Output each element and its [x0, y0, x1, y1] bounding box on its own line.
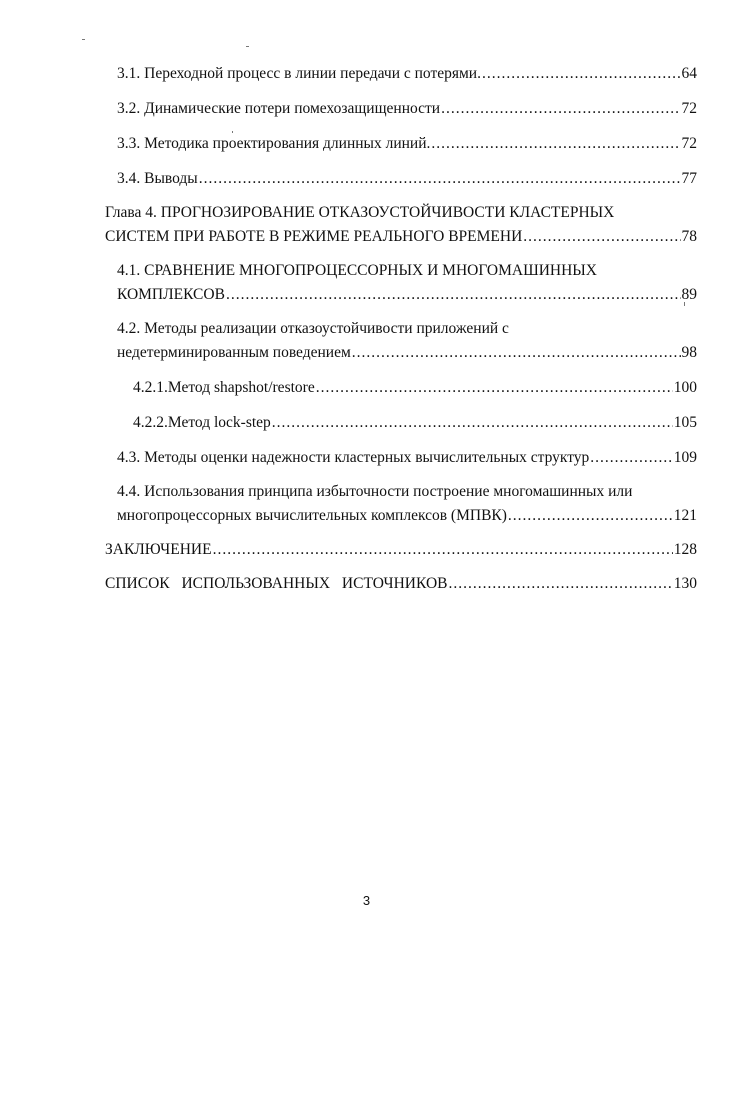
toc-entry[interactable]	[105, 446, 697, 470]
toc-leader-dots	[508, 504, 673, 528]
toc-entry-title: 4.2.1.Метод shapshot/restore	[133, 379, 315, 396]
toc-page-number: 121	[673, 507, 697, 524]
toc-leader-dots	[482, 62, 681, 86]
toc-page-number: 128	[673, 541, 697, 558]
toc-entry-title: 3.1. Переходной процесс в линии передачи с потерями.	[117, 65, 481, 82]
toc-entry[interactable]	[105, 480, 697, 528]
toc-page-number: 100	[673, 379, 697, 396]
toc-page-number: 89	[681, 286, 697, 303]
toc-page-number: 72	[681, 100, 697, 117]
toc-entry[interactable]	[105, 62, 697, 86]
toc-entry-title: недетерминированным поведением	[117, 344, 351, 361]
toc-entry[interactable]	[105, 167, 697, 191]
toc-entry-title-line: 4.1. СРАВНЕНИЕ МНОГОПРОЦЕССОРНЫХ И МНОГОМАШИННЫХ	[117, 262, 598, 279]
toc-entry[interactable]	[105, 411, 697, 435]
scan-speck	[82, 39, 85, 40]
toc-entry[interactable]	[105, 97, 697, 121]
toc-page-number: 78	[681, 228, 697, 245]
toc-entry-title-line: 4.2. Методы реализации отказоустойчивости приложений с	[117, 320, 509, 337]
scan-speck	[246, 46, 249, 47]
toc-entry-title: 3.2. Динамические потери помехозащищенности	[117, 100, 441, 117]
toc-page-number: 98	[681, 344, 697, 361]
toc-leader-dots	[316, 376, 673, 400]
toc-leader-dots	[590, 446, 672, 470]
toc-entry[interactable]	[105, 132, 697, 156]
toc-page-number: 105	[673, 414, 697, 431]
toc-leader-dots	[199, 167, 681, 191]
toc-entry-title: 3.4. Выводы	[117, 170, 198, 187]
toc-entry[interactable]	[105, 317, 697, 365]
toc-leader-dots	[523, 225, 680, 249]
toc-entry-title: 3.3. Методика проектирования длинных линий.	[117, 135, 431, 152]
toc-leader-dots	[448, 572, 672, 596]
toc-page-number: 130	[673, 575, 697, 592]
toc-leader-dots	[213, 538, 673, 562]
page-number: 3	[362, 893, 371, 908]
toc-leader-dots	[226, 283, 681, 307]
toc-page-number: 109	[673, 449, 697, 466]
toc-entry-title-line: 4.4. Использования принципа избыточности построение многомашинных или	[117, 483, 633, 500]
toc-entry-title: СПИСОК ИСПОЛЬЗОВАННЫХ ИСТОЧНИКОВ	[105, 575, 448, 592]
toc-entry-title: 4.3. Методы оценки надежности кластерных вычислительных структур	[117, 449, 590, 466]
toc-entry-title: СИСТЕМ ПРИ РАБОТЕ В РЕЖИМЕ РЕАЛЬНОГО ВРЕМЕНИ	[105, 228, 523, 245]
toc-entry-chapter[interactable]	[105, 201, 697, 249]
table-of-contents	[105, 62, 697, 596]
toc-entry-title: многопроцессорных вычислительных комплексов (МПВК)	[117, 507, 507, 524]
toc-page-number: 77	[681, 170, 697, 187]
toc-entry[interactable]	[105, 572, 697, 596]
toc-leader-dots	[272, 411, 673, 435]
toc-leader-dots	[352, 341, 681, 365]
toc-entry-title-line: Глава 4. ПРОГНОЗИРОВАНИЕ ОТКАЗОУСТОЙЧИВОСТИ КЛАСТЕРНЫХ	[105, 204, 615, 221]
toc-entry-title: 4.2.2.Метод lock-step	[133, 414, 271, 431]
toc-entry-title: ЗАКЛЮЧЕНИЕ	[105, 541, 212, 558]
toc-entry[interactable]	[105, 538, 697, 562]
toc-page-number: 72	[681, 135, 697, 152]
toc-leader-dots	[441, 97, 680, 121]
toc-entry[interactable]	[105, 376, 697, 400]
toc-page-number: 64	[681, 65, 697, 82]
toc-entry-title: КОМПЛЕКСОВ	[117, 286, 225, 303]
toc-leader-dots	[431, 132, 680, 156]
toc-entry[interactable]	[105, 259, 697, 307]
